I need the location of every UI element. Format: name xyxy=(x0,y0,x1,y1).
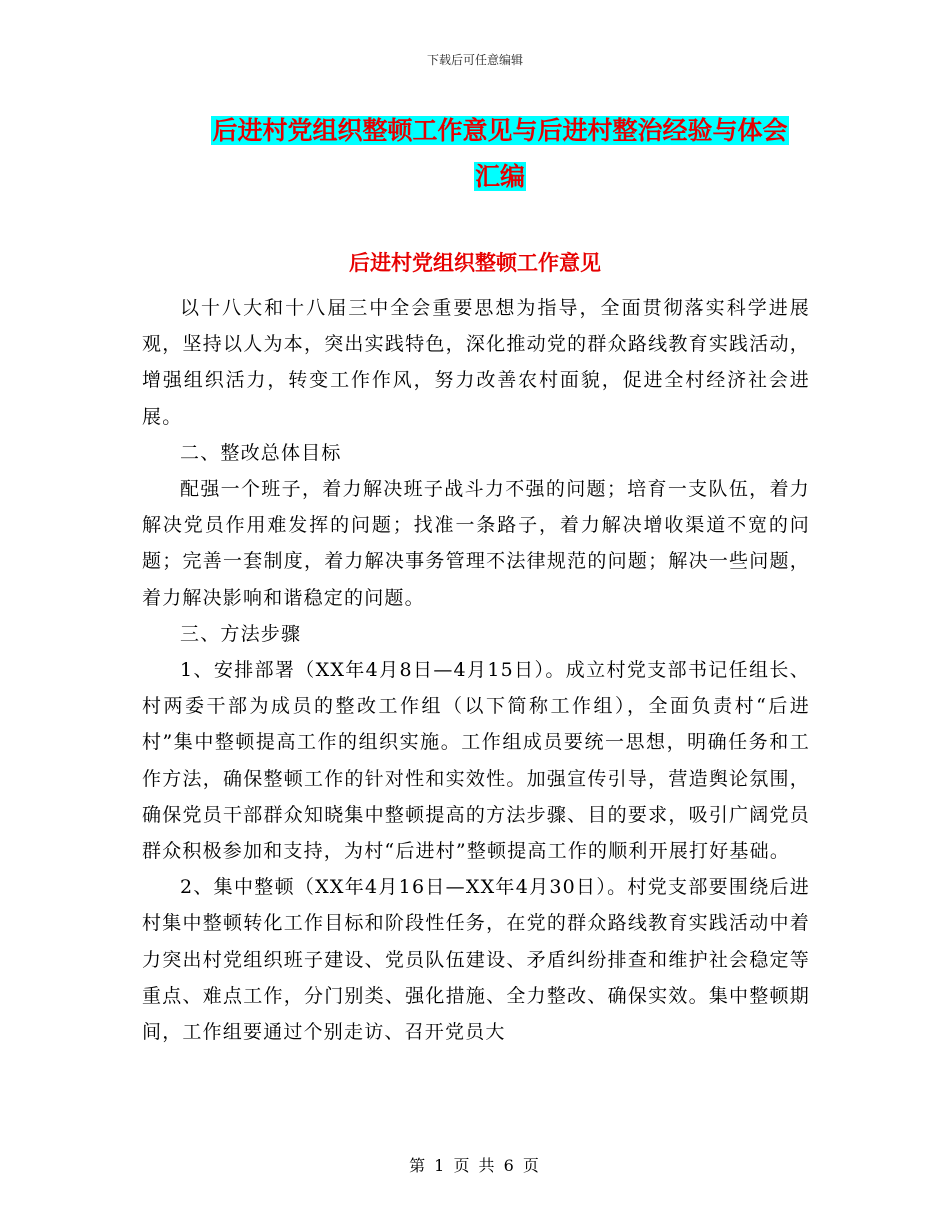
document-title xyxy=(120,108,880,200)
heading-overall-goals: 二、整改总体目标 xyxy=(180,441,342,464)
paragraph-step-1: 1、安排部署（XX年4月8日—4月15日）。成立村党支部书记任组长、村两委干部为成员的整改工作组（以下简称工作组），全面负责村“后进村”集中整顿提高工作的组织实施。工作组成员要统一思想，明确任务和工作方法，确保整顿工作的针对性和实效性。加强宣传引导，营造舆论氛围，确保党员干部群众知晓集中整顿提高的方法步骤、目的要求，吸引广阔党员群众积极参加和支持，为村“后进村”整顿提高工作的顺利开展打好基础。 xyxy=(142,659,810,863)
document-body xyxy=(142,290,810,1050)
heading-method-steps: 三、方法步骤 xyxy=(180,622,302,645)
title-line-2: 汇编 xyxy=(474,162,525,191)
page-number: 第 1 页 共 6 页 xyxy=(409,1156,541,1175)
section-title: 后进村党组织整顿工作意见 xyxy=(349,251,601,275)
paragraph-intro: 以十八大和十八届三中全会重要思想为指导，全面贯彻落实科学进展观，坚持以人为本，突出实践特色，深化推动党的群众路线教育实践活动，增强组织活力，转变工作作风，努力改善农村面貌，促进全村经济社会进展。 xyxy=(142,297,810,428)
title-line-1: 后进村党组织整顿工作意见与后进村整治经验与体会 xyxy=(212,116,788,145)
page-header-note: 下载后可任意编辑 xyxy=(426,53,523,67)
paragraph-step-2: 2、集中整顿（XX年4月16日—XX年4月30日）。村党支部要围绕后进村集中整顿转化工作目标和阶段性任务，在党的群众路线教育实践活动中着力突出村党组织班子建设、党员队伍建设、矛盾纠纷排查和维护社会稳定等重点、难点工作，分门别类、强化措施、全力整改、确保实效。集中整顿期间，工作组要通过个别走访、召开党员大 xyxy=(142,876,810,1044)
paragraph-goals: 配强一个班子，着力解决班子战斗力不强的问题；培育一支队伍，着力解决党员作用难发挥的问题；找准一条路子，着力解决增收渠道不宽的问题；完善一套制度，着力解决事务管理不法律规范的问题；解决一些问题，着力解决影响和谐稳定的问题。 xyxy=(142,478,810,609)
